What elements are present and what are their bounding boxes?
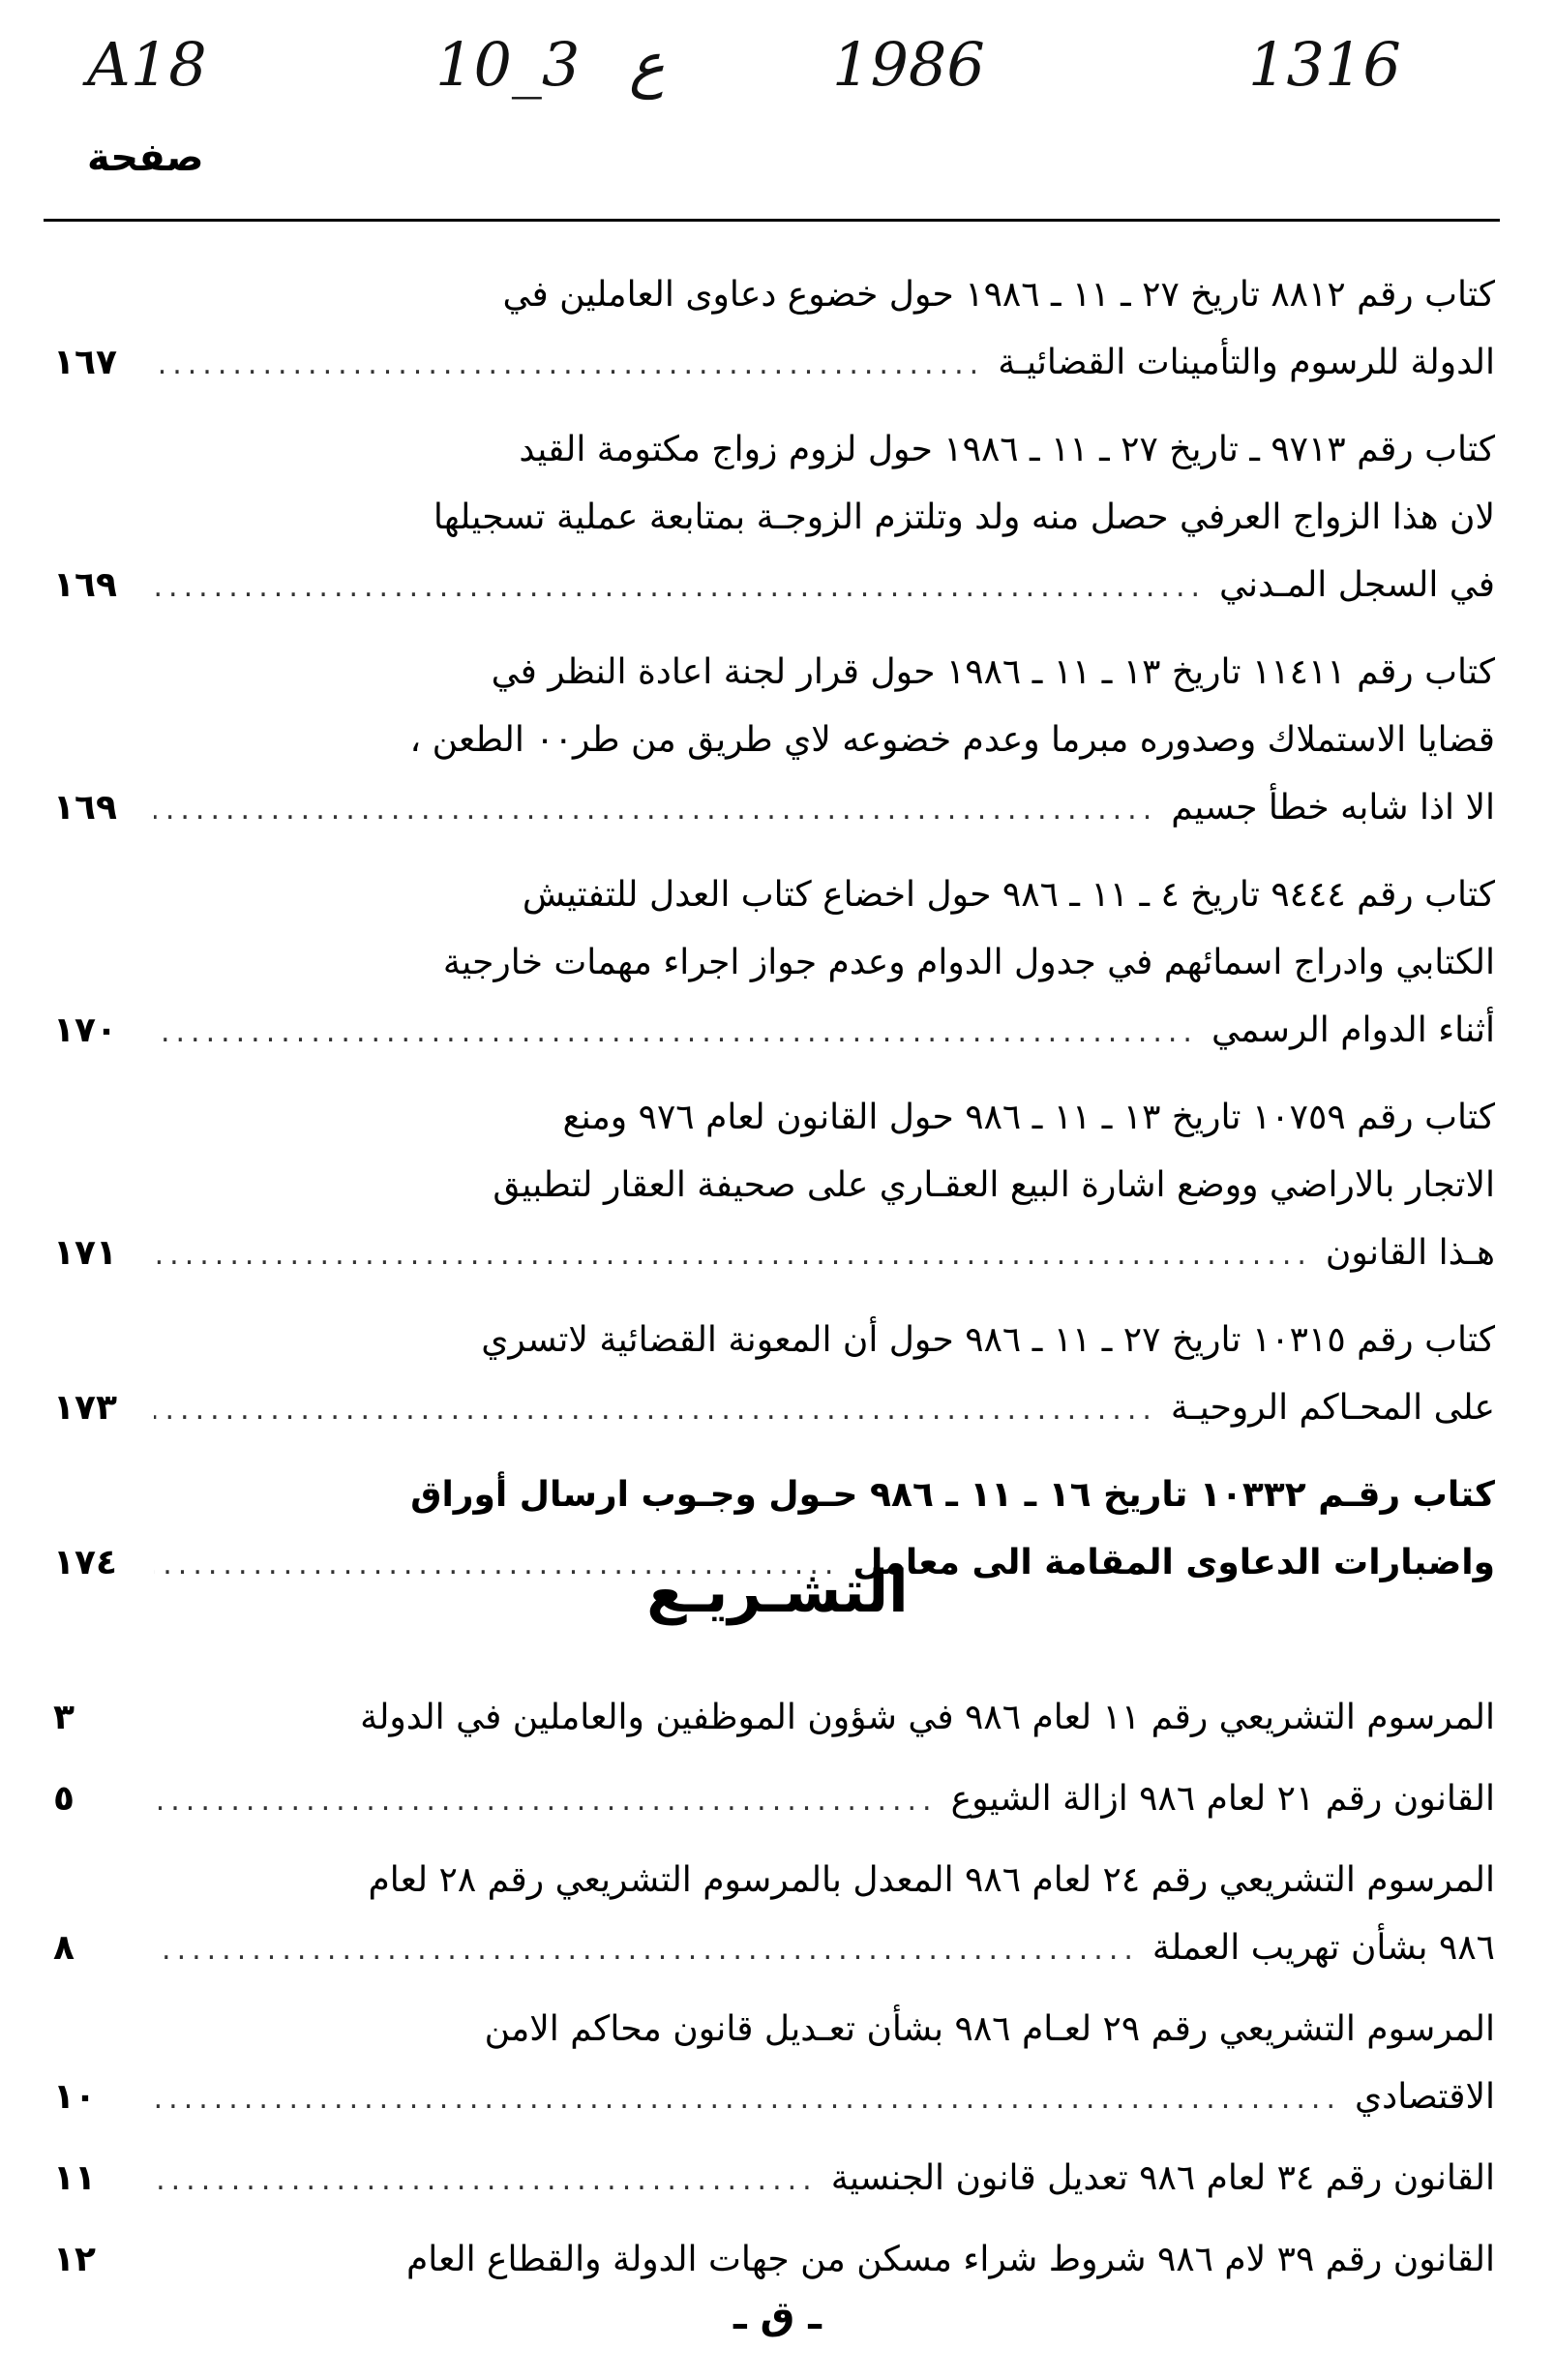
dot-leader bbox=[154, 2065, 1341, 2133]
handwritten-note: ع bbox=[629, 29, 665, 100]
toc-legislation-list bbox=[53, 1684, 1495, 2307]
entry-text-line: الكتابي وادراج اسمائهم في جدول الدوام وعدم جواز اجراء مهمات خارجية bbox=[442, 943, 1495, 982]
entry-text-line: كتاب رقـم ١٠٣٣٢ تاريخ ١٦ ـ ١١ ـ ٩٨٦ حـول وجـوب ارسال أوراق bbox=[410, 1475, 1495, 1515]
page-number: ٨ bbox=[53, 1928, 75, 1968]
entry-text-line: القانون رقم ٢١ لعام ٩٨٦ ازالة الشيوع bbox=[950, 1779, 1495, 1819]
dot-leader bbox=[154, 554, 1206, 621]
page-number: ١٢ bbox=[53, 2240, 96, 2279]
entry-text-line: لان هذا الزواج العرفي حصل منه ولد وتلتزم الزوجـة بمتابعة عملية تسجيلها bbox=[433, 497, 1495, 537]
handwritten-note: A18 bbox=[87, 29, 207, 100]
entry-text-line: ٩٨٦ بشأن تهريب العملة bbox=[1151, 1928, 1495, 1968]
entry-text-line: كتاب رقم ١١٤١١ تاريخ ١٣ ـ ١١ ـ ١٩٨٦ حول قرار لجنة اعادة النظر في bbox=[491, 652, 1495, 692]
dot-leader bbox=[154, 999, 1198, 1067]
entry-text-line: واضبارات الدعاوى المقامة الى معامل bbox=[852, 1543, 1495, 1582]
entry-text-line: هـذا القانون bbox=[1325, 1233, 1495, 1273]
handwritten-note: 1986 bbox=[832, 29, 985, 100]
entry-text-line: كتاب رقم ١٠٣١٥ تاريخ ٢٧ ـ ١١ ـ ٩٨٦ حول أن المعونة القضائية لاتسري bbox=[481, 1320, 1495, 1360]
toc-entry bbox=[53, 416, 1495, 619]
entry-text-line: المرسوم التشريعي رقم ٢٩ لعـام ٩٨٦ بشأن تعـديل قانون محاكم الامن bbox=[484, 2009, 1495, 2049]
entry-text-line: المرسوم التشريعي رقم ١١ لعام ٩٨٦ في شؤون الموظفين والعاملين في الدولة bbox=[360, 1698, 1495, 1737]
dot-leader bbox=[154, 1376, 1157, 1444]
page-number: ١٧٠ bbox=[53, 1010, 117, 1050]
dot-leader bbox=[154, 1221, 1312, 1289]
page-number: ١٦٩ bbox=[53, 788, 117, 828]
toc-entry bbox=[53, 1847, 1495, 1982]
toc-entry bbox=[53, 261, 1495, 397]
entry-text-line: في السجل المـدني bbox=[1219, 565, 1495, 605]
entry-text-line: الدولة للرسوم والتأمينات القضائيـة bbox=[998, 343, 1495, 382]
page-number: ١١ bbox=[53, 2158, 96, 2198]
header-divider bbox=[44, 219, 1500, 222]
entry-text-line: كتاب رقم ٩٤٤٤ تاريخ ٤ ـ ١١ ـ ٩٨٦ حول اخضاع كتاب العدل للتفتيش bbox=[522, 875, 1495, 915]
page-number: ١٦٩ bbox=[53, 565, 117, 605]
page-number: ١٦٧ bbox=[53, 343, 117, 382]
page-number: ١٧٤ bbox=[53, 1543, 117, 1582]
toc-entry bbox=[53, 861, 1495, 1065]
page-number: ١٧٣ bbox=[53, 1388, 117, 1428]
handwritten-note: 1316 bbox=[1248, 29, 1401, 100]
entry-text-line: القانون رقم ٣٩ لام ٩٨٦ شروط شراء مسكن من جهات الدولة والقطاع العام bbox=[405, 2240, 1495, 2279]
dot-leader bbox=[154, 776, 1157, 844]
page-footer: ـ ق ـ bbox=[733, 2294, 822, 2338]
entry-text-line: قضايا الاستملاك وصدوره مبرما وعدم خضوعه لاي طريق من طر٠٠ الطعن ، bbox=[409, 720, 1495, 760]
toc-entry bbox=[53, 2145, 1495, 2213]
dot-leader bbox=[154, 331, 984, 399]
entry-text-line: الاقتصادي bbox=[1354, 2077, 1495, 2117]
dot-leader bbox=[154, 2147, 818, 2214]
page-number: ٣ bbox=[53, 1698, 75, 1737]
handwritten-header bbox=[87, 29, 1471, 106]
toc-letters-list bbox=[53, 261, 1495, 1616]
page-number: ١٧١ bbox=[53, 1233, 117, 1273]
toc-entry bbox=[53, 1684, 1495, 1752]
entry-text-line: القانون رقم ٣٤ لعام ٩٨٦ تعديل قانون الجنسية bbox=[830, 2158, 1495, 2198]
toc-entry bbox=[53, 1307, 1495, 1442]
entry-text-line: الا اذا شابه خطأ جسيم bbox=[1171, 788, 1495, 828]
page-number: ١٠ bbox=[53, 2077, 96, 2117]
toc-entry bbox=[53, 639, 1495, 842]
dot-leader bbox=[154, 1916, 1139, 1984]
entry-text-line: أثناء الدوام الرسمي bbox=[1211, 1010, 1495, 1050]
entry-text-line: كتاب رقم ١٠٧٥٩ تاريخ ١٣ ـ ١١ ـ ٩٨٦ حول القانون لعام ٩٧٦ ومنع bbox=[562, 1098, 1495, 1137]
entry-text-line: كتاب رقم ٩٧١٣ ـ تاريخ ٢٧ ـ ١١ ـ ١٩٨٦ حول لزوم زواج مكتومة القيد bbox=[519, 430, 1495, 469]
page-column-label: صفحة bbox=[87, 136, 204, 180]
handwritten-note: 10_3 bbox=[435, 29, 581, 100]
toc-entry bbox=[53, 1084, 1495, 1287]
dot-leader bbox=[154, 1767, 938, 1835]
section-title: التشـريـع bbox=[646, 1558, 909, 1626]
entry-text-line: كتاب رقم ٨٨١٢ تاريخ ٢٧ ـ ١١ ـ ١٩٨٦ حول خضوع دعاوى العاملين في bbox=[502, 275, 1495, 315]
page-number: ٥ bbox=[53, 1779, 75, 1819]
toc-entry bbox=[53, 1996, 1495, 2131]
entry-text-line: المرسوم التشريعي رقم ٢٤ لعام ٩٨٦ المعدل بالمرسوم التشريعي رقم ٢٨ لعام bbox=[368, 1860, 1495, 1900]
entry-text-line: على المحـاكم الروحيـة bbox=[1170, 1388, 1495, 1428]
toc-entry bbox=[53, 2226, 1495, 2294]
entry-text-line: الاتجار بالاراضي ووضع اشارة البيع العقـاري على صحيفة العقار لتطبيق bbox=[493, 1165, 1495, 1205]
toc-entry bbox=[53, 1765, 1495, 1833]
